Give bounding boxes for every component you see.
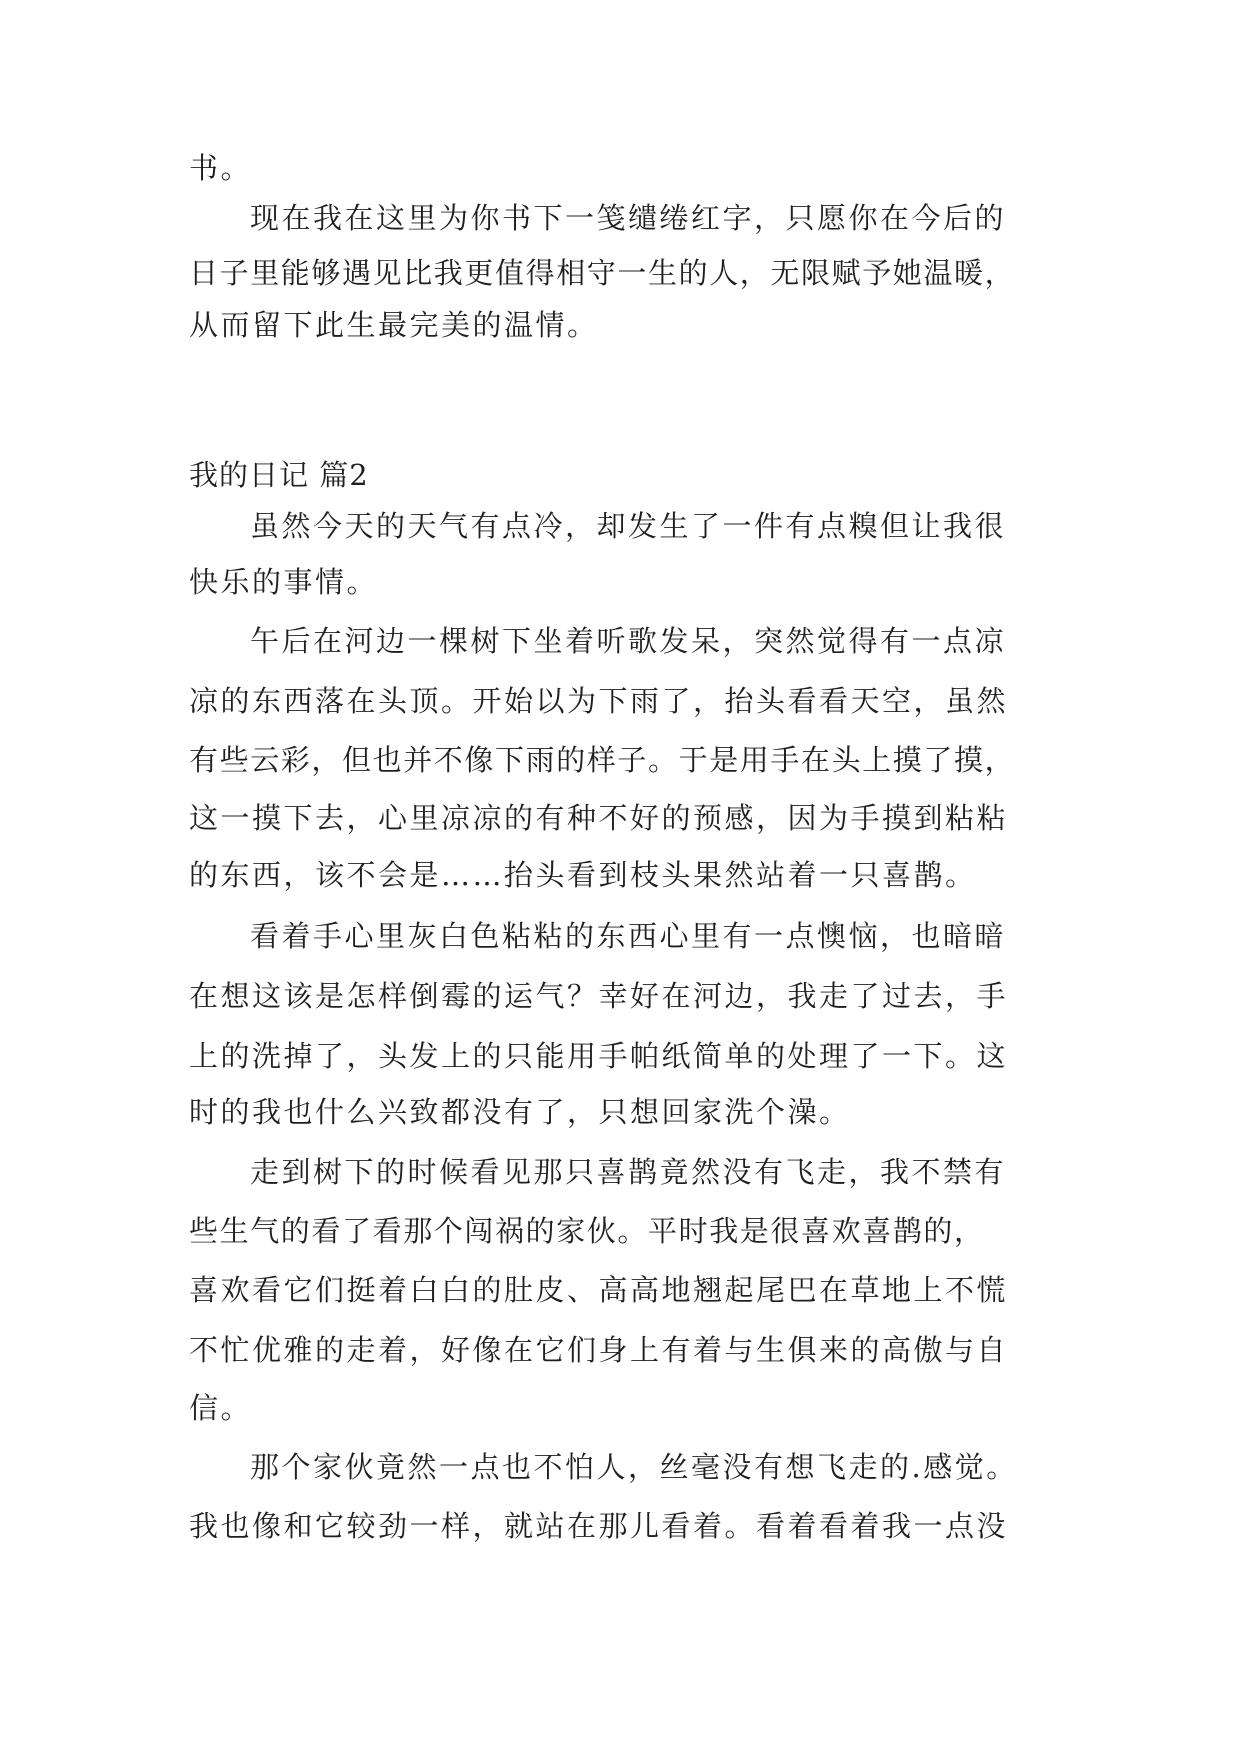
paragraph-line: 我也像和它较劲一样，就站在那儿看着。看着看着我一点没: [189, 1509, 1009, 1543]
paragraph-line: 信。: [189, 1391, 253, 1425]
paragraph-line: 日子里能够遇见比我更值得相守一生的人，无限赋予她温暖，: [189, 256, 1016, 290]
paragraph-line: 时的我也什么兴致都没有了，只想回家洗个澡。: [189, 1095, 851, 1129]
paragraph-line: 有些云彩，但也并不像下雨的样子。于是用手在头上摸了摸，: [189, 743, 1016, 777]
paragraph-line: 这一摸下去，心里凉凉的有种不好的预感，因为手摸到粘粘: [189, 801, 1009, 835]
paragraph-line: 那个家伙竟然一点也不怕人，丝毫没有想飞走的.感觉。: [250, 1450, 1018, 1484]
paragraph-line: 凉的东西落在头顶。开始以为下雨了，抬头看看天空，虽然: [189, 684, 1009, 718]
paragraph-line: 不忙优雅的走着，好像在它们身上有着与生俱来的高傲与自: [189, 1333, 1009, 1367]
paragraph-line: 的东西，该不会是……抬头看到枝头果然站着一只喜鹊。: [189, 858, 977, 892]
paragraph-line: 在想这该是怎样倒霉的运气？幸好在河边，我走了过去，手: [189, 979, 1009, 1013]
paragraph-line: 喜欢看它们挺着白白的肚皮、高高地翘起尾巴在草地上不慌: [189, 1273, 1009, 1307]
paragraph-line: 午后在河边一棵树下坐着听歌发呆，突然觉得有一点凉: [250, 624, 1007, 658]
paragraph-line: 虽然今天的天气有点冷，却发生了一件有点糗但让我很: [250, 509, 1007, 543]
paragraph-line: 些生气的看了看那个闯祸的家伙。平时我是很喜欢喜鹊的，: [189, 1214, 985, 1248]
paragraph-line: 现在我在这里为你书下一笺缱绻红字，只愿你在今后的: [250, 201, 1007, 235]
paragraph-line: 上的洗掉了，头发上的只能用手帕纸简单的处理了一下。这: [189, 1039, 1009, 1073]
paragraph-line: 看着手心里灰白色粘粘的东西心里有一点懊恼，也暗暗: [250, 919, 1007, 953]
paragraph-line: 快乐的事情。: [189, 565, 379, 599]
section-heading: 我的日记 篇2: [189, 458, 369, 492]
paragraph-line: 书。: [189, 151, 253, 185]
paragraph-line: 从而留下此生最完美的温情。: [189, 308, 599, 342]
paragraph-line: 走到树下的时候看见那只喜鹊竟然没有飞走，我不禁有: [250, 1155, 1007, 1189]
